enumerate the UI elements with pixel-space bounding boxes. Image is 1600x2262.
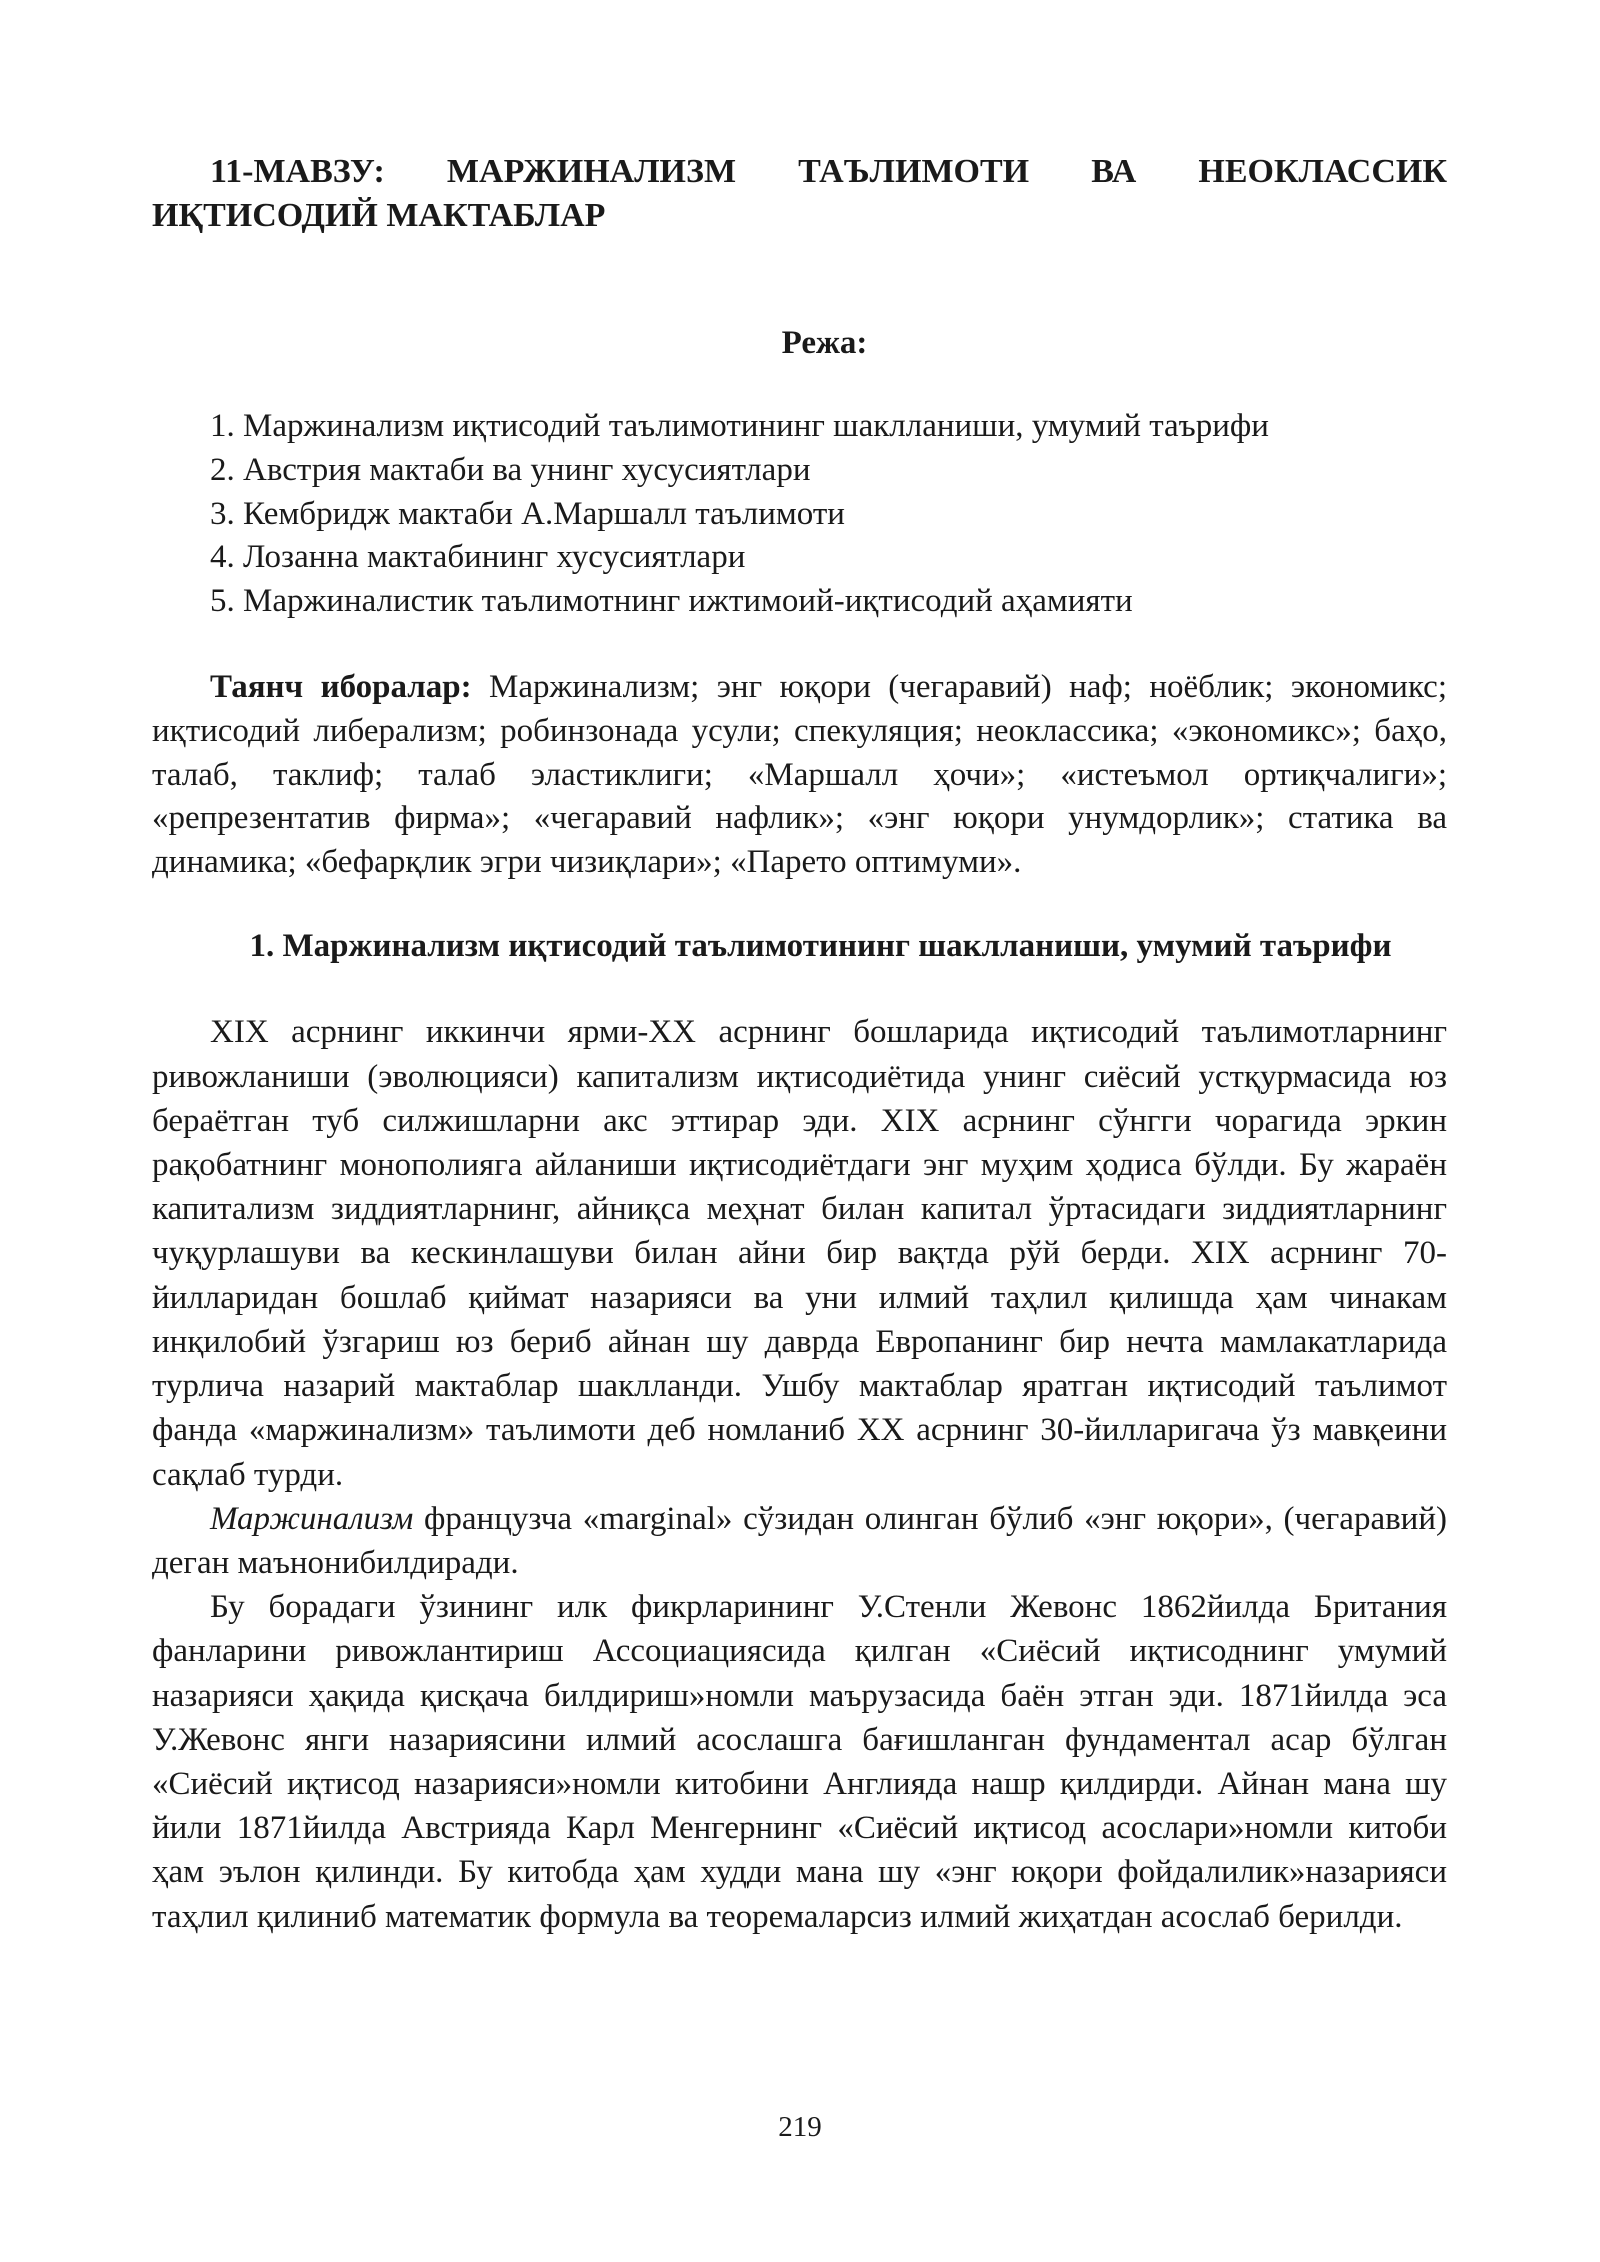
plan-item: 2. Австрия мактаби ва унинг хусусиятлари (210, 451, 811, 488)
body-paragraph: ХIХ асрнинг иккинчи ярми-ХХ асрнинг бошларида иқтисодий таълимотларнинг ривожланиши (эволюцияси) капитализм иқтисодиётида унинг сиёсий устқурмасида юз бераётган туб силжишларни акс эттирар эди. ХIХ асрнинг сўнгги чорагида эркин рақобатнинг монополияга айланиши иқтисодиётдаги энг муҳим ҳодиса бўлди. Бу жараён капитализм зиддиятларнинг, айниқса меҳнат билан капитал ўртасидаги зиддиятларнинг чуқурлашуви ва кескинлашуви билан айни бир вақтда рўй берди. ХIХ асрнинг 70-йилларидан бошлаб қиймат назарияси ва уни илмий таҳлил қилишда ҳам чинакам инқилобий ўзгариш юз бериб айнан шу даврда Европанинг бир нечта мамлакатларида турлича назарий мактаблар шаклланди. Ушбу мактаблар яратган иқтисодий таълимот фанда «маржинализм» таълимоти деб номланиб ХХ асрнинг 30-йилларигача ўз мавқеини сақлаб турди. (152, 1014, 1447, 1493)
plan-heading: Режа: (781, 325, 868, 361)
section-heading: 1. Маржинализм иқтисодий таълимотининг шаклланиши, умумий таърифи (249, 927, 1392, 964)
keywords-paragraph (152, 666, 1447, 885)
page-number: 219 (778, 2111, 822, 2143)
body-paragraph: Бу борадаги ўзининг илк фикрларининг У.Стенли Жевонс 1862йилда Британия фанларини ривожлантириш Ассоциациясида қилган «Сиёсий иқтисоднинг умумий назарияси ҳақида қисқача билдириш»номли маърузасида баён этган эди. 1871йилда эса У.Жевонс янги назариясини илмий асослашга бағишланган фундаментал асар бўлган «Сиёсий иқтисод назарияси»номли китобини Англияда нашр қилдирди. Айнан мана шу йили 1871йилда Австрияда Карл Менгернинг «Сиёсий иқтисод асослари»номли китоби ҳам эълон қилинди. Бу китобда ҳам худди мана шу «энг юқори фойдалилик»назарияси таҳлил қилиниб математик формула ва теоремаларсиз илмий жиҳатдан асослаб берилди. (152, 1589, 1447, 1935)
document-page (152, 150, 1447, 1939)
italic-term: Маржинализм (210, 1500, 414, 1537)
plan-list (152, 405, 1447, 624)
body-paragraph (152, 1497, 1447, 1585)
keywords-label: Таянч иборалар: (210, 668, 472, 705)
page-title: 11-МАВЗУ: МАРЖИНАЛИЗМ ТАЪЛИМОТИ ВА НЕОКЛАССИК ИҚТИСОДИЙ МАКТАБЛАР (152, 153, 1447, 234)
keywords-text: Маржинализм; энг юқори (чегаравий) наф; ноёблик; экономикс; иқтисодий либерализм; робинзонада усули; спекуляция; неоклассика; «экономикс»; баҳо, талаб, таклиф; талаб эластиклиги; «Маршалл ҳочи»; «истеъмол ортиқчалиги»; «репрезентатив фирма»; «чегаравий нафлик»; «энг юқори унумдорлик»; статика ва динамика; «бефарқлик эгри чизиқлари»; «Парето оптимуми». (152, 668, 1447, 881)
paragraph-text: французча «marginal» сўзидан олинган бўлиб «энг юқори», (чегаравий) деган маънонибилдиради. (152, 1500, 1447, 1581)
plan-item: 5. Маржиналистик таълимотнинг ижтимоий-иқтисодий аҳамияти (210, 583, 1133, 620)
plan-item: 3. Кембридж мактаби А.Маршалл таълимоти (210, 495, 845, 532)
plan-item: 1. Маржинализм иқтисодий таълимотининг шаклланиши, умумий таърифи (210, 408, 1269, 444)
plan-item: 4. Лозанна мактабининг хусусиятлари (210, 539, 746, 576)
